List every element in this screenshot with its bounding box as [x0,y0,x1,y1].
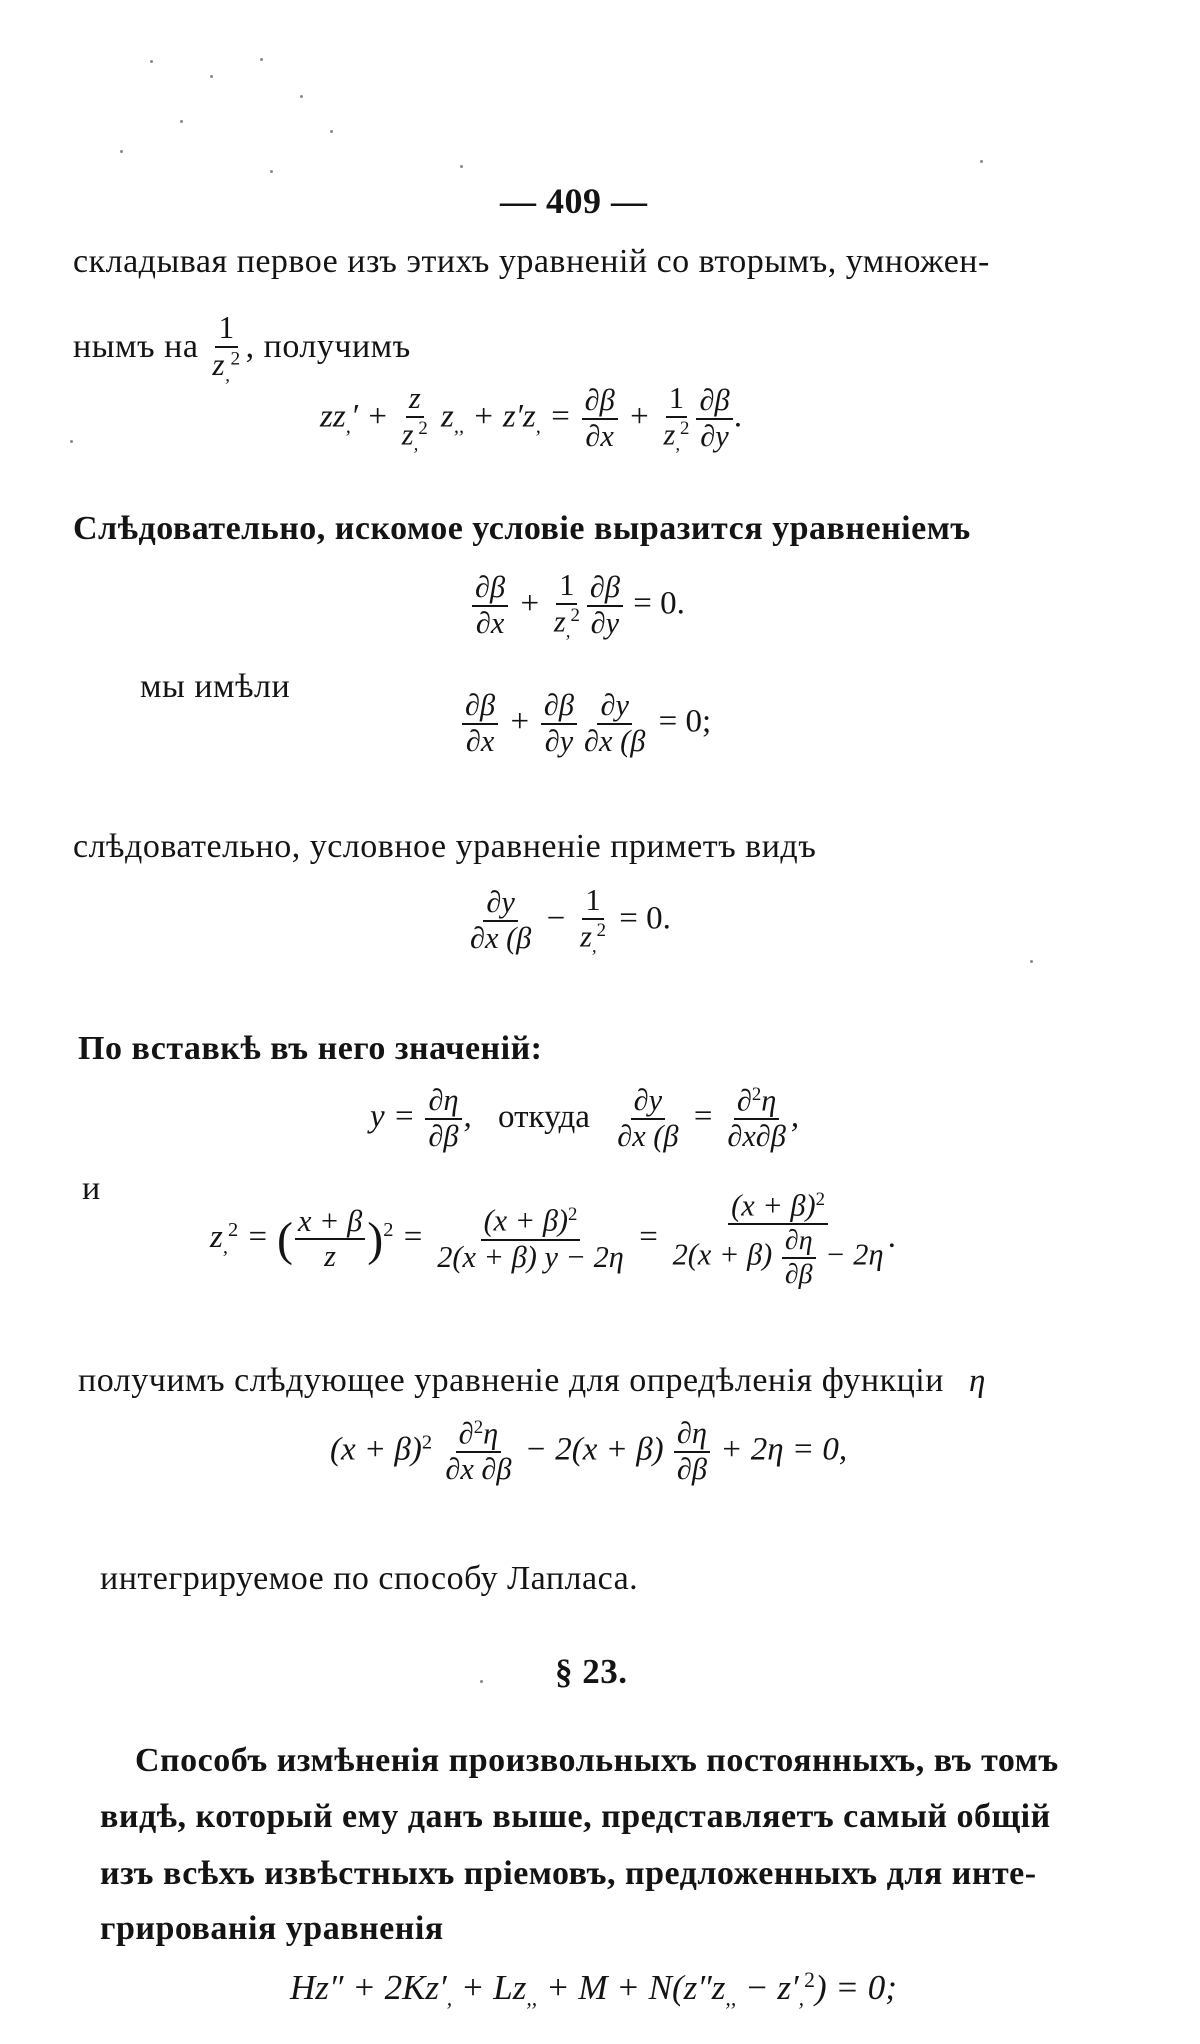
section-heading: § 23. [555,1652,628,1691]
paragraph-line: слѣдовательно, условное уравненіе приметъ видъ [73,828,817,865]
paragraph-line: видѣ, который ему данъ выше, представляетъ самый общій [100,1798,1051,1835]
text-fragment: откуда [498,1098,590,1135]
paragraph-line: грированія уравненія [100,1910,444,1947]
paragraph-line: По вставкѣ въ него значеній: [78,1030,543,1067]
paragraph-line [78,1362,986,1400]
paragraph-line: изъ всѣхъ извѣстныхъ пріемовъ, предложенныхъ для инте- [100,1855,1037,1892]
equation: y = $\frac{\partial\eta}{\partial\beta}$ , откуда $\frac{\partial y}{\partial x (\beta}$ = $\frac{\partial^2\eta}{\partial x\partial\beta}$ , [370,1083,800,1154]
fraction: $\frac{1}{z_,^2}$ [212,310,241,386]
equation: $zz_,'$ + $\frac{z}{z_,^2}$ $z_{,,} + z'z_,$ = $\frac{\partial\beta}{\partial x}$ + $\frac{1}{z_,^2}$ $\frac{\partial\beta}{\partial y}$ . [320,381,743,455]
equation: $\frac{\partial\beta}{\partial x}$ + $\frac{\partial\beta}{\partial y}$ $\frac{\partial y}{\partial x (\beta}$ = 0; [460,690,711,758]
paragraph-line: Способъ измѣненія произвольныхъ постоянныхъ, въ томъ [135,1742,1059,1779]
text-fragment: получимъ слѣдующее уравненіе для опредѣленія функціи [78,1362,944,1399]
text-fragment: , получимъ [245,327,411,365]
equation: $\frac{\partial\beta}{\partial x}$ + $\frac{1}{z_,^2}$ $\frac{\partial\beta}{\partial y}$ = 0. [470,570,685,642]
paragraph-line: Слѣдовательно, искомое условіе выразится уравненіемъ [73,510,971,547]
paragraph-line: мы имѣли [140,668,291,705]
text-fragment: нымъ на [73,327,199,365]
paragraph-line [73,312,411,386]
equation: $(x + \beta)^2$ $\frac{\partial^2\eta}{\partial x \partial\beta}$ − 2(x + β) $\frac{\partial\eta}{\partial\beta}$ + 2η = 0, [330,1416,848,1487]
paragraph-line: интегрируемое по способу Лапласа. [100,1560,639,1597]
paragraph-line: и [82,1170,101,1207]
equation: $z_,^2$ = ( $\frac{x + \beta}{z}$ )$^2$ = $\frac{(x + \beta)^2}{2(x + \beta) y - 2\eta}$ = $(x + \beta)^2$ 2(x + β) $\frac{\partial\eta}{\partial\beta}$ − 2η . [210,1188,897,1290]
equation: $\frac{\partial y}{\partial x (\beta}$ − $\frac{1}{z_,^2}$ = 0. [470,883,671,957]
variable-eta: η [968,1363,986,1399]
page-number: — 409 — [500,181,648,221]
equation: $Hz'' + 2Kz'_, + Lz_{,,} + M + N(z''z_{,,} - z'_,^2) = 0$; [290,1968,897,2011]
paragraph-line: складывая первое изъ этихъ уравненій со вторымъ, умножен- [73,243,990,280]
